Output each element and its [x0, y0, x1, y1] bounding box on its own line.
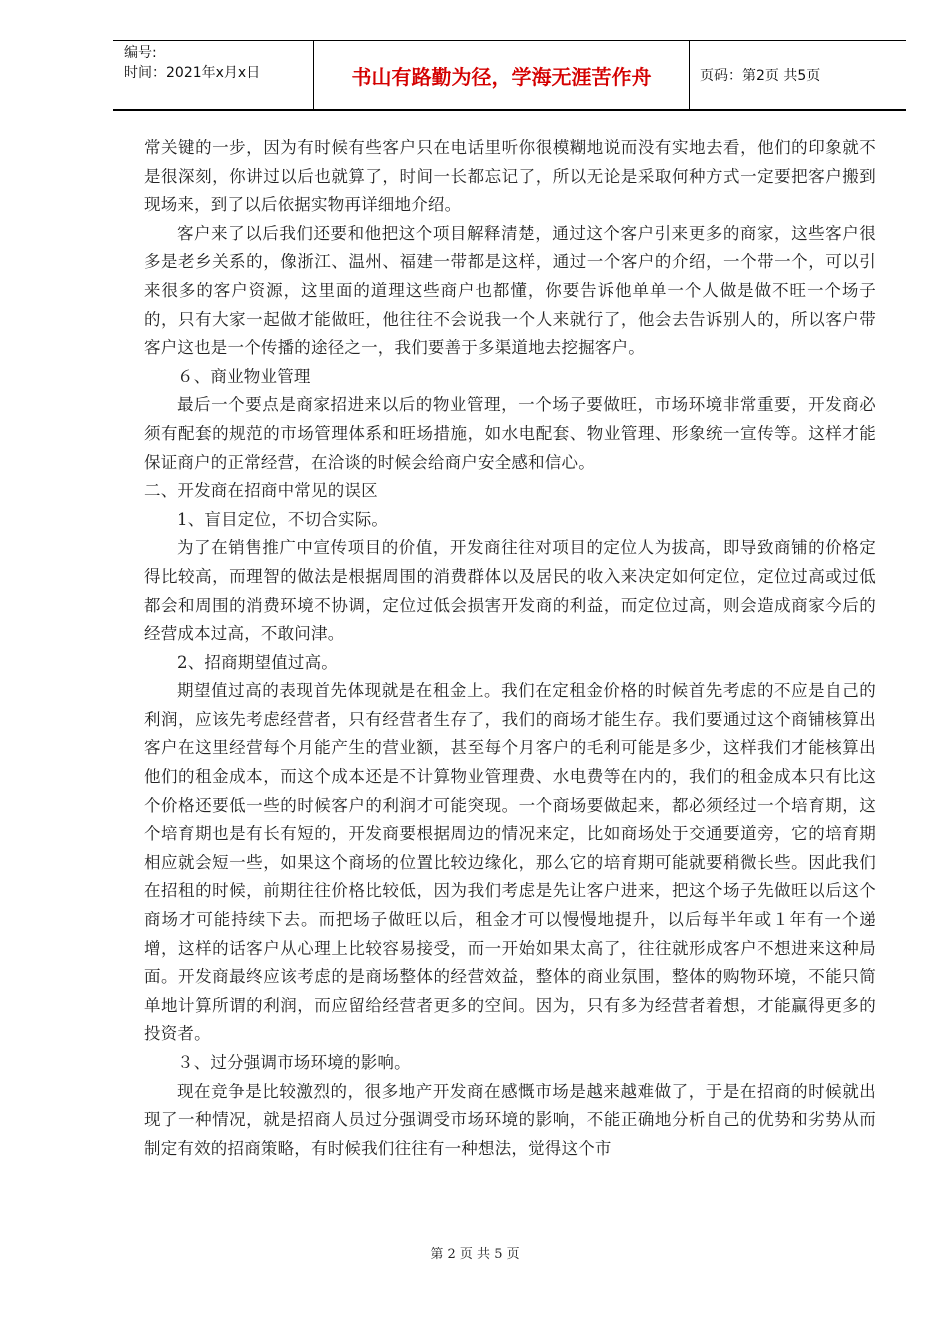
- header-motto: 书山有路勤为径，学海无涯苦作舟: [314, 41, 690, 109]
- paragraph: 常关键的一步，因为有时候有些客户只在电话里听你很模糊地说而没有实地去看，他们的印象就不是很深刻，你讲过以后也就算了，时间一长都忘记了，所以无论是采取何种方式一定要把客户搬到现场来，到了以后依据实物再详细地介绍。: [144, 138, 876, 215]
- document-body: [144, 134, 876, 1163]
- header-meta: [113, 41, 314, 109]
- paragraph: 二、开发商在招商中常见的误区: [144, 481, 378, 501]
- header-page-info: 页码：第2页 共5页: [700, 68, 821, 84]
- paragraph: 现在竞争是比较激烈的，很多地产开发商在感慨市场是越来越难做了，于是在招商的时候就出现了一种情况，就是招商人员过分强调受市场环境的影响，不能正确地分析自己的优势和劣势从而制定有效的招商策略，有时候我们往往有一种想法，觉得这个市: [144, 1081, 876, 1158]
- doc-number-label: 编号:: [124, 45, 157, 61]
- paragraph: 期望值过高的表现首先体现就是在租金上。我们在定租金价格的时候首先考虑的不应是自己的利润，应该先考虑经营者，只有经营者生存了，我们的商场才能生存。我们要通过这个商铺核算出客户在这里经营每个月能产生的营业额，甚至每个月客户的毛利可能是多少，这样我们才能核算出他们的租金成本，而这个成本还是不计算物业管理费、水电费等在内的，我们的租金成本只有比这个价格还要低一些的时候客户的利润才可能突现。一个商场要做起来，都必须经过一个培育期，这个培育期也是有长有短的，开发商要根据周边的情况来定，比如商场处于交通要道旁，它的培育期相应就会短一些，如果这个商场的位置比较边缘化，那么它的培育期可能就要稍微长些。因此我们在招租的时候，前期往往价格比较低，因为我们考虑是先让客户进来，把这个场子先做旺以后这个商场才可能持续下去。而把场子做旺以后，租金才可以慢慢地提升，以后每半年或１年有一个递增，这样的话客户从心理上比较容易接受，而一开始如果太高了，往往就形成客户不想进来这种局面。开发商最终应该考虑的是商场整体的经营效益，整体的商业氛围，整体的购物环境，不能只简单地计算所谓的利润，而应留给经营者更多的空间。因为，只有多为经营者着想，才能赢得更多的投资者。: [144, 681, 876, 1044]
- paragraph: 客户来了以后我们还要和他把这个项目解释清楚，通过这个客户引来更多的商家，这些客户很多是老乡关系的，像浙江、温州、福建一带都是这样，通过一个客户的介绍，一个带一个，可以引来很多的客户资源，这里面的道理这些商户也都懂，你要告诉他单单一个人做是做不旺一个场子的，只有大家一起做才能做旺，他往往不会说我一个人来就行了，他会去告诉别人的，所以客户带客户这也是一个传播的途径之一，我们要善于多渠道地去挖掘客户。: [144, 223, 876, 358]
- page-footer: 第 2 页 共 5 页: [430, 1247, 520, 1262]
- doc-time-label: 时间：2021年x月x日: [124, 65, 261, 81]
- paragraph: 1、盲目定位，不切合实际。: [177, 509, 389, 529]
- paragraph: 为了在销售推广中宣传项目的价值，开发商往往对项目的定位人为拔高，即导致商铺的价格定得比较高，而理智的做法是根据周围的消费群体以及居民的收入来决定如何定位，定位过高或过低都会和周围的消费环境不协调，定位过低会损害开发商的利益，而定位过高，则会造成商家今后的经营成本过高，不敢问津。: [144, 538, 876, 644]
- paragraph: ３、过分强调市场环境的影响。: [177, 1053, 411, 1072]
- paragraph: 2、招商期望值过高。: [177, 652, 338, 672]
- paragraph: ６、商业物业管理: [177, 366, 311, 386]
- page-header: [113, 40, 906, 111]
- paragraph: 最后一个要点是商家招进来以后的物业管理，一个场子要做旺，市场环境非常重要，开发商必须有配套的规范的市场管理体系和旺场措施，如水电配套、物业管理、形象统一宣传等。这样才能保证商户的正常经营，在洽谈的时候会给商户安全感和信心。: [144, 395, 876, 472]
